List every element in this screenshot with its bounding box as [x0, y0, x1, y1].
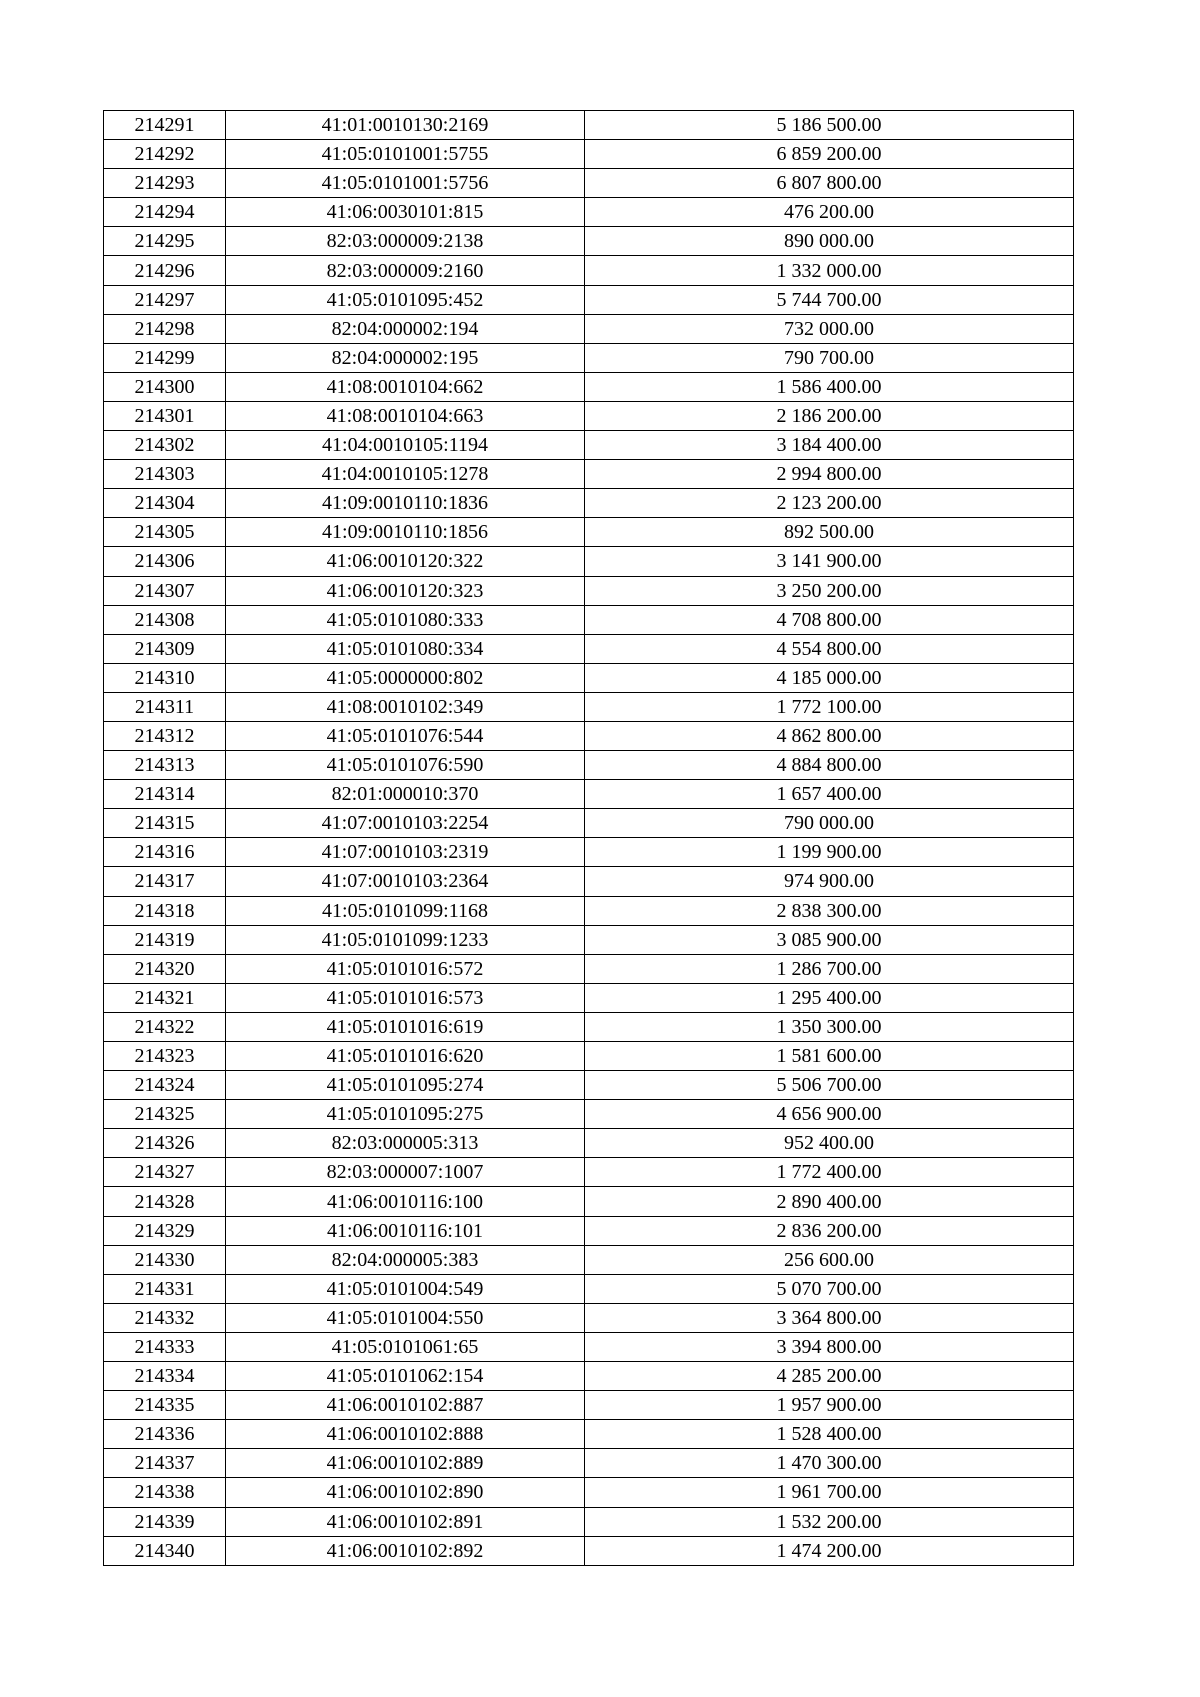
cadastral-number-cell: 41:04:0010105:1194: [226, 431, 585, 460]
table-row: [104, 751, 1074, 780]
cadastral-value-cell: 1 532 200.00: [585, 1507, 1074, 1536]
cadastral-number-cell: 82:04:000002:194: [226, 314, 585, 343]
cadastral-number-cell: 41:05:0101080:333: [226, 605, 585, 634]
cadastral-value-cell: 1 350 300.00: [585, 1012, 1074, 1041]
table-row: [104, 1332, 1074, 1361]
cadastral-number-cell: 41:06:0010102:887: [226, 1391, 585, 1420]
row-number-cell: 214305: [104, 518, 226, 547]
cadastral-value-cell: 5 744 700.00: [585, 285, 1074, 314]
table-row: [104, 1071, 1074, 1100]
table-body: [104, 111, 1074, 1566]
row-number-cell: 214306: [104, 547, 226, 576]
cadastral-number-cell: 41:06:0010102:889: [226, 1449, 585, 1478]
cadastral-value-cell: 5 186 500.00: [585, 111, 1074, 140]
cadastral-value-cell: 1 470 300.00: [585, 1449, 1074, 1478]
row-number-cell: 214335: [104, 1391, 226, 1420]
cadastral-value-cell: 1 586 400.00: [585, 372, 1074, 401]
cadastral-value-cell: 4 185 000.00: [585, 663, 1074, 692]
table-row: [104, 634, 1074, 663]
table-row: [104, 1042, 1074, 1071]
row-number-cell: 214295: [104, 227, 226, 256]
cadastral-number-cell: 41:05:0101095:274: [226, 1071, 585, 1100]
cadastral-value-cell: 890 000.00: [585, 227, 1074, 256]
row-number-cell: 214319: [104, 925, 226, 954]
table-row: [104, 896, 1074, 925]
cadastral-number-cell: 41:06:0010102:891: [226, 1507, 585, 1536]
row-number-cell: 214304: [104, 489, 226, 518]
cadastral-number-cell: 41:06:0010102:890: [226, 1478, 585, 1507]
table-row: [104, 1478, 1074, 1507]
row-number-cell: 214307: [104, 576, 226, 605]
cadastral-value-cell: 1 295 400.00: [585, 983, 1074, 1012]
row-number-cell: 214300: [104, 372, 226, 401]
cadastral-value-cell: 732 000.00: [585, 314, 1074, 343]
table-row: [104, 605, 1074, 634]
cadastral-number-cell: 41:05:0101004:549: [226, 1274, 585, 1303]
cadastral-value-cell: 2 123 200.00: [585, 489, 1074, 518]
cadastral-number-cell: 41:06:0010102:888: [226, 1420, 585, 1449]
cadastral-number-cell: 41:08:0010102:349: [226, 692, 585, 721]
row-number-cell: 214308: [104, 605, 226, 634]
row-number-cell: 214330: [104, 1245, 226, 1274]
cadastral-value-cell: 3 085 900.00: [585, 925, 1074, 954]
row-number-cell: 214326: [104, 1129, 226, 1158]
row-number-cell: 214314: [104, 780, 226, 809]
row-number-cell: 214315: [104, 809, 226, 838]
cadastral-value-cell: 1 528 400.00: [585, 1420, 1074, 1449]
cadastral-number-cell: 41:05:0101016:572: [226, 954, 585, 983]
cadastral-value-cell: 2 838 300.00: [585, 896, 1074, 925]
cadastral-value-cell: 974 900.00: [585, 867, 1074, 896]
row-number-cell: 214323: [104, 1042, 226, 1071]
cadastral-value-cell: 5 506 700.00: [585, 1071, 1074, 1100]
cadastral-value-cell: 1 332 000.00: [585, 256, 1074, 285]
row-number-cell: 214299: [104, 343, 226, 372]
cadastral-value-cell: 1 772 400.00: [585, 1158, 1074, 1187]
cadastral-number-cell: 41:07:0010103:2319: [226, 838, 585, 867]
table-row: [104, 1158, 1074, 1187]
cadastral-number-cell: 41:08:0010104:662: [226, 372, 585, 401]
cadastral-number-cell: 41:05:0101099:1168: [226, 896, 585, 925]
table-row: [104, 867, 1074, 896]
cadastral-number-cell: 41:06:0010120:322: [226, 547, 585, 576]
table-row: [104, 721, 1074, 750]
row-number-cell: 214331: [104, 1274, 226, 1303]
row-number-cell: 214322: [104, 1012, 226, 1041]
cadastral-value-cell: 4 285 200.00: [585, 1362, 1074, 1391]
row-number-cell: 214317: [104, 867, 226, 896]
cadastral-value-cell: 2 186 200.00: [585, 401, 1074, 430]
cadastral-value-cell: 3 394 800.00: [585, 1332, 1074, 1361]
row-number-cell: 214327: [104, 1158, 226, 1187]
cadastral-number-cell: 82:03:000009:2138: [226, 227, 585, 256]
cadastral-number-cell: 41:05:0101099:1233: [226, 925, 585, 954]
cadastral-number-cell: 41:07:0010103:2254: [226, 809, 585, 838]
table-row: [104, 1216, 1074, 1245]
table-row: [104, 1391, 1074, 1420]
row-number-cell: 214320: [104, 954, 226, 983]
cadastral-number-cell: 41:05:0101004:550: [226, 1303, 585, 1332]
cadastral-value-cell: 1 772 100.00: [585, 692, 1074, 721]
cadastral-number-cell: 41:05:0101061:65: [226, 1332, 585, 1361]
table-row: [104, 1100, 1074, 1129]
table-row: [104, 372, 1074, 401]
cadastral-number-cell: 82:04:000002:195: [226, 343, 585, 372]
row-number-cell: 214311: [104, 692, 226, 721]
cadastral-value-cell: 476 200.00: [585, 198, 1074, 227]
cadastral-number-cell: 41:04:0010105:1278: [226, 460, 585, 489]
table-row: [104, 489, 1074, 518]
row-number-cell: 214332: [104, 1303, 226, 1332]
row-number-cell: 214294: [104, 198, 226, 227]
cadastral-value-table: [103, 110, 1074, 1566]
table-row: [104, 1449, 1074, 1478]
row-number-cell: 214301: [104, 401, 226, 430]
row-number-cell: 214312: [104, 721, 226, 750]
cadastral-value-cell: 1 474 200.00: [585, 1536, 1074, 1565]
table-row: [104, 1303, 1074, 1332]
cadastral-number-cell: 41:09:0010110:1836: [226, 489, 585, 518]
table-row: [104, 1362, 1074, 1391]
table-row: [104, 954, 1074, 983]
row-number-cell: 214324: [104, 1071, 226, 1100]
table-row: [104, 1187, 1074, 1216]
row-number-cell: 214313: [104, 751, 226, 780]
cadastral-value-cell: 4 554 800.00: [585, 634, 1074, 663]
table-row: [104, 1536, 1074, 1565]
cadastral-number-cell: 41:05:0101016:620: [226, 1042, 585, 1071]
cadastral-number-cell: 41:05:0101001:5755: [226, 140, 585, 169]
cadastral-number-cell: 41:01:0010130:2169: [226, 111, 585, 140]
table-row: [104, 1274, 1074, 1303]
cadastral-value-cell: 790 000.00: [585, 809, 1074, 838]
table-row: [104, 692, 1074, 721]
table-row: [104, 140, 1074, 169]
row-number-cell: 214338: [104, 1478, 226, 1507]
table-row: [104, 1420, 1074, 1449]
row-number-cell: 214340: [104, 1536, 226, 1565]
cadastral-number-cell: 41:09:0010110:1856: [226, 518, 585, 547]
row-number-cell: 214321: [104, 983, 226, 1012]
cadastral-value-cell: 1 286 700.00: [585, 954, 1074, 983]
cadastral-value-cell: 4 708 800.00: [585, 605, 1074, 634]
cadastral-value-cell: 2 994 800.00: [585, 460, 1074, 489]
cadastral-number-cell: 41:06:0030101:815: [226, 198, 585, 227]
table-row: [104, 1245, 1074, 1274]
table-row: [104, 1012, 1074, 1041]
cadastral-number-cell: 82:03:000009:2160: [226, 256, 585, 285]
cadastral-number-cell: 41:05:0101062:154: [226, 1362, 585, 1391]
cadastral-number-cell: 41:05:0000000:802: [226, 663, 585, 692]
cadastral-number-cell: 82:03:000005:313: [226, 1129, 585, 1158]
row-number-cell: 214316: [104, 838, 226, 867]
table-row: [104, 343, 1074, 372]
row-number-cell: 214310: [104, 663, 226, 692]
row-number-cell: 214297: [104, 285, 226, 314]
table-row: [104, 780, 1074, 809]
cadastral-number-cell: 41:06:0010120:323: [226, 576, 585, 605]
table-row: [104, 431, 1074, 460]
table-row: [104, 576, 1074, 605]
row-number-cell: 214337: [104, 1449, 226, 1478]
cadastral-value-cell: 1 581 600.00: [585, 1042, 1074, 1071]
table-row: [104, 518, 1074, 547]
cadastral-value-cell: 3 364 800.00: [585, 1303, 1074, 1332]
row-number-cell: 214292: [104, 140, 226, 169]
row-number-cell: 214296: [104, 256, 226, 285]
cadastral-value-cell: 4 884 800.00: [585, 751, 1074, 780]
cadastral-number-cell: 82:04:000005:383: [226, 1245, 585, 1274]
table-row: [104, 256, 1074, 285]
table-row: [104, 1507, 1074, 1536]
table-row: [104, 809, 1074, 838]
row-number-cell: 214293: [104, 169, 226, 198]
table-row: [104, 1129, 1074, 1158]
row-number-cell: 214329: [104, 1216, 226, 1245]
row-number-cell: 214334: [104, 1362, 226, 1391]
row-number-cell: 214325: [104, 1100, 226, 1129]
cadastral-value-cell: 1 657 400.00: [585, 780, 1074, 809]
table-row: [104, 401, 1074, 430]
row-number-cell: 214298: [104, 314, 226, 343]
table-row: [104, 925, 1074, 954]
row-number-cell: 214339: [104, 1507, 226, 1536]
cadastral-number-cell: 41:06:0010116:101: [226, 1216, 585, 1245]
row-number-cell: 214302: [104, 431, 226, 460]
table-row: [104, 285, 1074, 314]
cadastral-number-cell: 41:06:0010116:100: [226, 1187, 585, 1216]
cadastral-value-cell: 2 836 200.00: [585, 1216, 1074, 1245]
cadastral-value-cell: 1 957 900.00: [585, 1391, 1074, 1420]
cadastral-value-cell: 1 961 700.00: [585, 1478, 1074, 1507]
table-row: [104, 983, 1074, 1012]
table-row: [104, 111, 1074, 140]
cadastral-number-cell: 41:05:0101080:334: [226, 634, 585, 663]
cadastral-value-cell: 3 250 200.00: [585, 576, 1074, 605]
cadastral-number-cell: 41:05:0101016:619: [226, 1012, 585, 1041]
cadastral-number-cell: 41:05:0101076:544: [226, 721, 585, 750]
cadastral-number-cell: 41:05:0101076:590: [226, 751, 585, 780]
cadastral-value-cell: 256 600.00: [585, 1245, 1074, 1274]
cadastral-number-cell: 41:05:0101095:452: [226, 285, 585, 314]
cadastral-value-cell: 3 141 900.00: [585, 547, 1074, 576]
cadastral-value-cell: 6 807 800.00: [585, 169, 1074, 198]
cadastral-value-cell: 2 890 400.00: [585, 1187, 1074, 1216]
table-row: [104, 227, 1074, 256]
cadastral-value-cell: 952 400.00: [585, 1129, 1074, 1158]
cadastral-number-cell: 41:05:0101095:275: [226, 1100, 585, 1129]
cadastral-number-cell: 41:06:0010102:892: [226, 1536, 585, 1565]
table-row: [104, 663, 1074, 692]
cadastral-number-cell: 82:01:000010:370: [226, 780, 585, 809]
cadastral-value-cell: 3 184 400.00: [585, 431, 1074, 460]
cadastral-number-cell: 41:05:0101001:5756: [226, 169, 585, 198]
table-row: [104, 198, 1074, 227]
table-row: [104, 460, 1074, 489]
cadastral-number-cell: 41:08:0010104:663: [226, 401, 585, 430]
cadastral-value-cell: 6 859 200.00: [585, 140, 1074, 169]
cadastral-value-cell: 892 500.00: [585, 518, 1074, 547]
cadastral-value-cell: 1 199 900.00: [585, 838, 1074, 867]
row-number-cell: 214303: [104, 460, 226, 489]
row-number-cell: 214333: [104, 1332, 226, 1361]
table-row: [104, 838, 1074, 867]
table-row: [104, 169, 1074, 198]
cadastral-number-cell: 41:07:0010103:2364: [226, 867, 585, 896]
row-number-cell: 214318: [104, 896, 226, 925]
cadastral-value-cell: 5 070 700.00: [585, 1274, 1074, 1303]
row-number-cell: 214291: [104, 111, 226, 140]
row-number-cell: 214328: [104, 1187, 226, 1216]
table-row: [104, 547, 1074, 576]
table-row: [104, 314, 1074, 343]
cadastral-number-cell: 82:03:000007:1007: [226, 1158, 585, 1187]
cadastral-value-cell: 790 700.00: [585, 343, 1074, 372]
cadastral-number-cell: 41:05:0101016:573: [226, 983, 585, 1012]
row-number-cell: 214309: [104, 634, 226, 663]
cadastral-value-cell: 4 862 800.00: [585, 721, 1074, 750]
row-number-cell: 214336: [104, 1420, 226, 1449]
cadastral-value-cell: 4 656 900.00: [585, 1100, 1074, 1129]
